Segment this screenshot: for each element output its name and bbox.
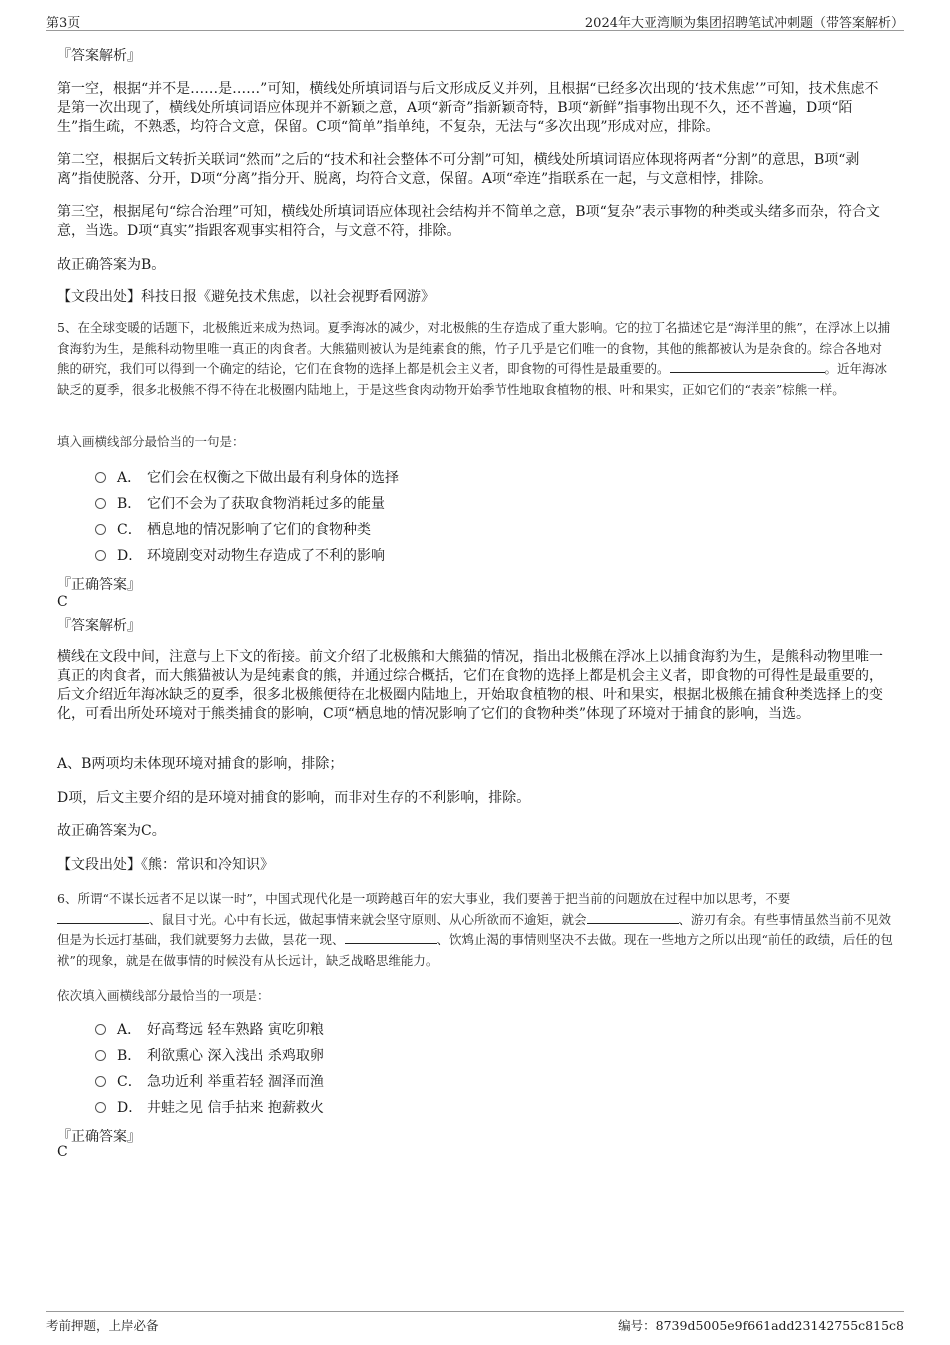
- question-5-explanation-3: D项，后文主要介绍的是环境对捕食的影响，而非对生存的不利影响，排除。: [57, 790, 531, 806]
- page-footer: [46, 1311, 904, 1334]
- option-d[interactable]: D． 井蛙之见 信手拈来 抱薪救火: [95, 1098, 324, 1118]
- option-a[interactable]: A． 它们会在权衡之下做出最有利身体的选择: [95, 468, 399, 488]
- source-citation: 【文段出处】科技日报《避免技术焦虑，以社会视野看网游》: [57, 289, 435, 305]
- radio-icon[interactable]: [95, 1102, 106, 1113]
- explanation-para-1: 第一空，根据“并不是……是……”可知，横线处所填词语与后文形成反义并列，且根据“已经多次出现的‘技术焦虑’”可知，技术焦虑不是第一次出现了，横线处所填词语应体现并不新颖之意，A项“新奇”指新颖奇特，B项“新鲜”指事物出现不久，还不普遍，D项“陌生”指生疏，不熟悉，均符合文意，保留。C项“简单”指单纯，不复杂，无法与“多次出现”形成对应，排除。: [57, 81, 879, 135]
- conclusion: 故正确答案为C。: [57, 823, 166, 839]
- explanation-label: 『答案解析』: [57, 48, 141, 64]
- option-b[interactable]: B． 它们不会为了获取食物消耗过多的能量: [95, 494, 385, 514]
- conclusion: 故正确答案为B。: [57, 257, 166, 273]
- correct-answer: C: [57, 1144, 68, 1160]
- option-c[interactable]: C． 急功近利 举重若轻 涸泽而渔: [95, 1072, 324, 1092]
- option-c[interactable]: C． 栖息地的情况影响了它们的食物种类: [95, 520, 371, 540]
- option-a[interactable]: A． 好高骛远 轻车熟路 寅吃卯粮: [95, 1020, 324, 1040]
- radio-icon[interactable]: [95, 550, 106, 561]
- fill-blank: [345, 931, 437, 944]
- correct-answer-label: 『正确答案』: [57, 577, 141, 593]
- document-code: 编号：8739d5005e9f661add23142755c815c8: [618, 1318, 904, 1333]
- footer-slogan: 考前押题，上岸必备: [46, 1318, 159, 1333]
- explanation-label: 『答案解析』: [57, 618, 141, 634]
- source-citation: 【文段出处】《熊：常识和冷知识》: [57, 857, 274, 873]
- radio-icon[interactable]: [95, 1076, 106, 1087]
- radio-icon[interactable]: [95, 1050, 106, 1061]
- correct-answer-label: 『正确答案』: [57, 1129, 141, 1145]
- page-header: [46, 10, 904, 31]
- question-6-instruction: 依次填入画横线部分最恰当的一项是：: [57, 988, 270, 1003]
- question-5-explanation-1: 横线在文段中间，注意与上下文的衔接。前文介绍了北极熊和大熊猫的情况，指出北极熊在浮冰上以捕食海豹为生，是熊科动物里唯一真正的肉食者，而大熊猫被认为是纯素食的熊，并通过综合概括，它们在食物的选择上都是机会主义者，即食物的可得性是最重要的，后文介绍近年海冰缺乏的夏季，很多北极熊便待在北极圈内陆地上，开始取食植物的根、叶和果实，根据北极熊在捕食种类选择上的变化，可看出所处环境对于熊类捕食的影响，C项“栖息地的情况影响了它们的食物种类”体现了环境对于捕食的影响，当选。: [57, 649, 883, 722]
- radio-icon[interactable]: [95, 524, 106, 535]
- radio-icon[interactable]: [95, 1024, 106, 1035]
- question-5-explanation-2: A、B两项均未体现环境对捕食的影响，排除；: [57, 756, 344, 772]
- explanation-para-3: 第三空，根据尾句“综合治理”可知，横线处所填词语应体现社会结构并不简单之意，B项“复杂”表示事物的种类或头绪多而杂，符合文意，当选。D项“真实”指跟客观事实相符合，与文意不符，排除。: [57, 204, 880, 239]
- correct-answer: C: [57, 594, 68, 610]
- document-title: 2024年大亚湾顺为集团招聘笔试冲刺题（带答案解析）: [584, 16, 904, 31]
- radio-icon[interactable]: [95, 472, 106, 483]
- fill-blank: [670, 360, 825, 373]
- radio-icon[interactable]: [95, 498, 106, 509]
- question-6-stem: 6、所谓“不谋长远者不足以谋一时”，中国式现代化是一项跨越百年的宏大事业，我们要善于把当前的问题放在过程中加以思考，不要 、鼠目寸光。心中有长远，做起事情来就会坚守原则、从心所欲而不逾矩，就会 、游刃有余。有些事情虽然当前不见效但是为长远打基础，我们就要努力去做，昙花一现、 、饮鸩止渴的事情则坚决不去做。现在一些地方之所以出现“前任的政绩，后任的包袱”的现象，就是在做事情的时候没有从长远计，缺乏战略思维能力。: [57, 891, 893, 968]
- fill-blank: [587, 911, 679, 924]
- question-5-stem-before: 5、在全球变暖的话题下，北极熊近来成为热词。夏季海冰的减少，对北极熊的生存造成了重大影响。它的拉丁名描述它是“海洋里的熊”，在浮冰上以捕食海豹为生，是熊科动物里唯一真正的肉食者。大熊猫则被认为是纯素食的熊，竹子几乎是它们唯一的食物，其他的熊都被认为是杂食的。综合各地对熊的研究，我们可以得到一个确定的结论，它们在食物的选择上都是机会主义者，即食物的可得性是最重要的。: [57, 320, 891, 376]
- explanation-para-2: 第二空，根据后文转折关联词“然而”之后的“技术和社会整体不可分割”可知，横线处所填词语应体现将两者“分割”的意思，B项“剥离”指使脱落、分开，D项“分离”指分开、脱离，均符合文意，保留。A项“牵连”指联系在一起，与文意相悖，排除。: [57, 152, 860, 187]
- page-number: 第3页: [46, 16, 81, 31]
- question-5-instruction: 填入画横线部分最恰当的一句是：: [57, 434, 245, 449]
- fill-blank: [57, 911, 149, 924]
- option-b[interactable]: B． 利欲熏心 深入浅出 杀鸡取卵: [95, 1046, 324, 1066]
- option-d[interactable]: D． 环境剧变对动物生存造成了不利的影响: [95, 546, 385, 566]
- question-5-stem-after: 。近年海冰缺乏的夏季，很多北极熊不得不待在北极圈内陆地上，于是这些食肉动物开始季节性地取食植物的根、叶和果实，正如它们的“表亲”棕熊一样。: [57, 361, 888, 397]
- question-5-stem: [57, 318, 893, 400]
